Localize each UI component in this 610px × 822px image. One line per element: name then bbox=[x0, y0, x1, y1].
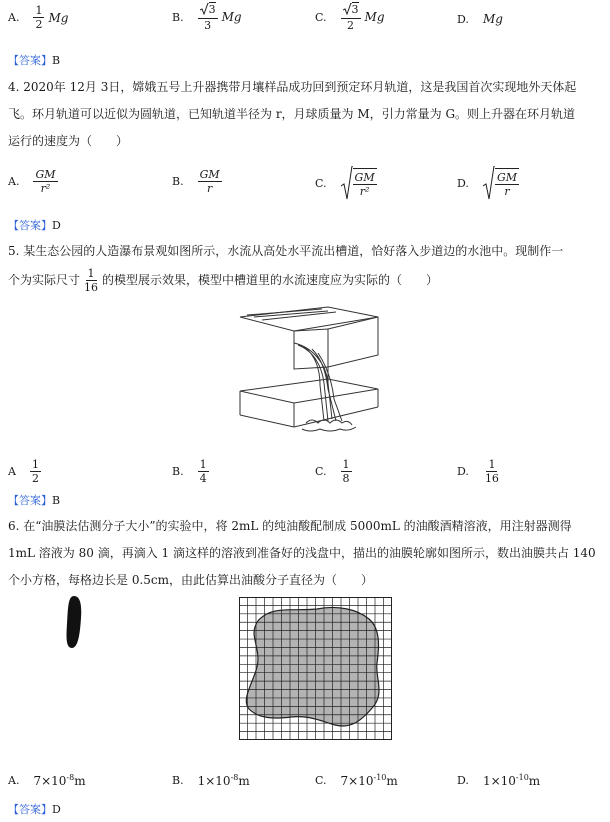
oil-film-outline bbox=[246, 607, 379, 726]
option-label: A bbox=[8, 465, 16, 478]
q4-option-c[interactable] bbox=[315, 166, 377, 200]
q4-answer: 【答案】D bbox=[8, 219, 61, 232]
q3-option-b[interactable] bbox=[172, 2, 242, 32]
q4-option-b[interactable] bbox=[172, 168, 222, 195]
option-label: D. bbox=[457, 465, 469, 478]
q6-option-b[interactable]: B. $1\times 10^{-8}m$ bbox=[172, 773, 250, 788]
option-label: B. bbox=[172, 175, 184, 188]
option-label: B. bbox=[172, 465, 184, 478]
q6-answer: 【答案】D bbox=[8, 803, 61, 816]
option-label: A. bbox=[8, 774, 20, 787]
option-label: C. bbox=[315, 10, 327, 24]
option-label: C. bbox=[315, 176, 327, 190]
q5-option-b[interactable] bbox=[172, 458, 209, 485]
fraction: $\frac{1}{16}$ bbox=[484, 458, 499, 485]
fraction: $\frac{1}{16}$ bbox=[84, 267, 99, 294]
q6-option-a[interactable]: A. $7\times 10^{-8}m$ bbox=[8, 773, 86, 788]
sqrt-symbol bbox=[483, 166, 519, 200]
q6-option-c[interactable]: C. $7\times 10^{-10}m$ bbox=[315, 773, 398, 788]
sqrt-symbol bbox=[341, 166, 377, 200]
q5-stem: 5. 某生态公园的人造瀑布景观如图所示，水流从高处水平流出槽道，恰好落入步道边的水池中。现制作一 个为实际尺寸 $\frac{1}{16}$ 的模型展示效果，模型中槽道里的水流速度应为实际的（ ） bbox=[8, 244, 564, 294]
fraction: $\frac{GM}{r}$ bbox=[199, 168, 220, 195]
q6-stem: 6. 在“油膜法估测分子大小”的实验中，将 2mL 的纯油酸配制成 5000mL 的油酸酒精溶液，用注射器测得 1mL 溶液为 80 滴，再滴入 1 滴这样的溶液到准备好的浅盘中，描出的油膜轮廓如图所示，数出油膜共占 140 个小方格，每格边长是 0.5cm，由此估算出油酸分子直径为（ ） bbox=[8, 519, 596, 587]
q5-option-d[interactable] bbox=[457, 458, 501, 485]
q4-option-a[interactable] bbox=[8, 168, 58, 195]
option-label: C. bbox=[315, 465, 327, 478]
fraction: $\frac{1}{2}$ bbox=[35, 4, 43, 31]
q6-option-d[interactable]: D. $1\times 10^{-10}m$ bbox=[457, 773, 541, 788]
option-tail: Mg bbox=[482, 12, 503, 26]
option-label: D. bbox=[457, 12, 469, 26]
fraction: $\frac{GM}{\text{r²}}$ bbox=[353, 168, 377, 198]
q3-option-c[interactable] bbox=[315, 2, 385, 32]
option-tail: Mg bbox=[364, 10, 385, 24]
q5-answer: 【答案】B bbox=[8, 494, 61, 507]
fraction: $\frac{1}{8}$ bbox=[342, 458, 350, 485]
ink-blot-mark bbox=[64, 594, 84, 650]
option-label: D. bbox=[457, 176, 469, 190]
fraction: $\frac{1}{2}$ bbox=[31, 458, 39, 485]
sqrt-symbol: 3 bbox=[200, 2, 216, 16]
option-label: B. bbox=[172, 10, 184, 24]
fraction: $\frac{GM}{r}$ bbox=[495, 168, 519, 198]
fraction: $\frac{1}{4}$ bbox=[199, 458, 207, 485]
q5-option-c[interactable] bbox=[315, 458, 352, 485]
option-tail: Mg bbox=[48, 10, 69, 25]
fraction: $\frac{3}{3}$ bbox=[198, 2, 218, 32]
q4-stem: 4. 2020年 12月 3日，嫦娥五号上升器携带月壤样品成功回到预定环月轨道，这是我国首次实现地外天体起 飞。环月轨道可以近似为圆轨道，已知轨道半径为 r，月球质量为 M，引力常量为 G。则上升器在环月轨道 运行的速度为（ ） bbox=[8, 80, 577, 148]
q3-answer: 【答案】B bbox=[8, 54, 61, 67]
option-tail: Mg bbox=[221, 10, 242, 24]
waterfall-figure bbox=[232, 303, 382, 443]
option-label: A. bbox=[8, 175, 20, 188]
fraction: $\frac{3}{2}$ bbox=[341, 2, 361, 32]
fraction: $\frac{GM}{\text{r²}}$ bbox=[35, 168, 56, 195]
option-label: C. bbox=[315, 774, 327, 787]
q5-option-a[interactable] bbox=[8, 458, 41, 485]
sqrt-symbol: 3 bbox=[343, 2, 359, 16]
q4-option-d[interactable] bbox=[457, 166, 519, 200]
q3-option-d[interactable] bbox=[457, 12, 503, 26]
oil-film-grid bbox=[239, 597, 392, 740]
option-label: B. bbox=[172, 774, 184, 787]
q3-option-a[interactable] bbox=[8, 4, 68, 31]
option-label: A. bbox=[8, 11, 20, 24]
option-label: D. bbox=[457, 774, 469, 787]
